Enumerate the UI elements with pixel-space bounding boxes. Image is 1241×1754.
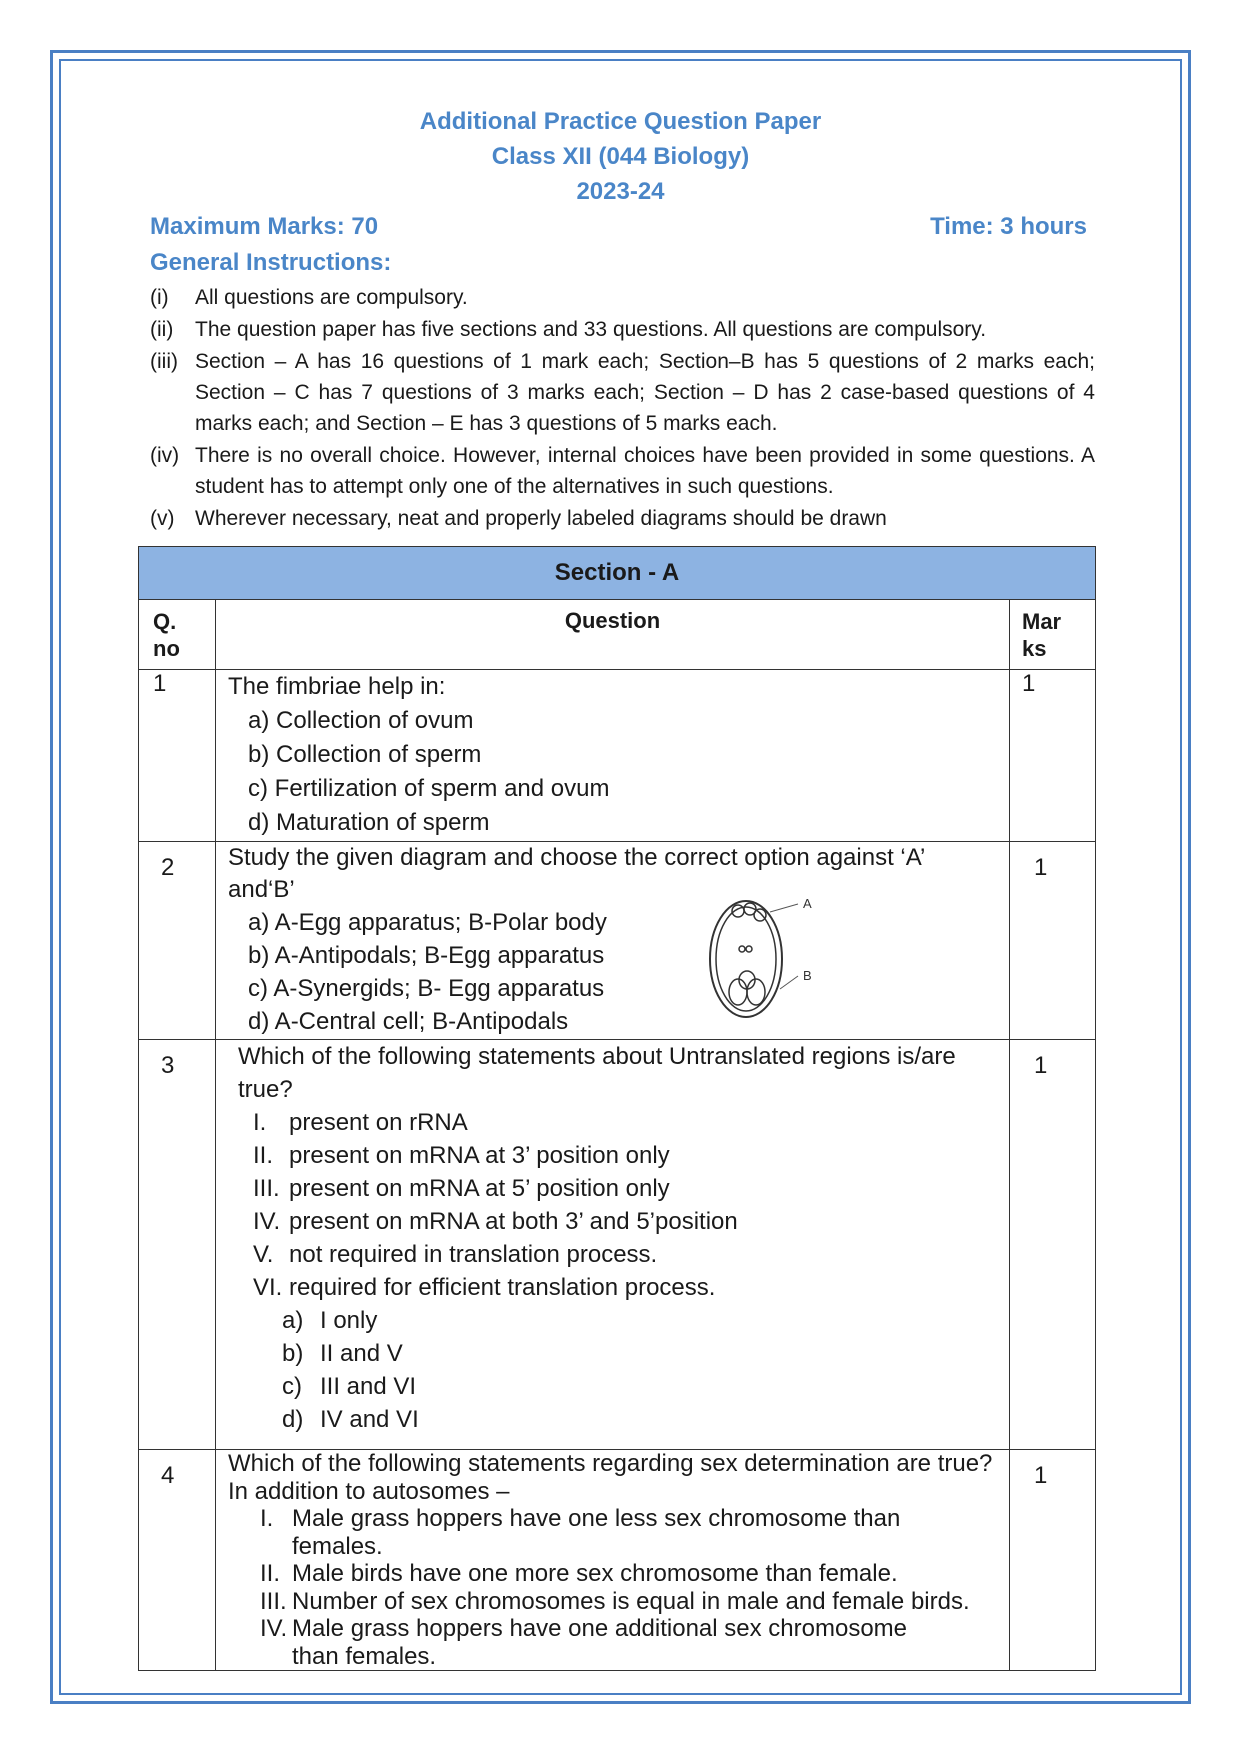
- instruction-number: (iii): [150, 350, 178, 373]
- question-cell: [216, 670, 1010, 842]
- question-stem: Which of the following statements regarding sex determination are true?: [228, 1450, 993, 1477]
- option: c) III and VI: [282, 1373, 417, 1400]
- question-stem: Which of the following statements about Untranslated regions is/are true?: [238, 1043, 956, 1103]
- instruction-item: [150, 282, 1095, 313]
- question-table: [138, 546, 1096, 1671]
- instruction-number: (i): [150, 286, 169, 309]
- question-stem: The fimbriae help in:: [228, 673, 446, 700]
- table-header-row: [139, 600, 1096, 670]
- col-header-question: Question: [216, 600, 1010, 670]
- statement-item: I. present on rRNA: [253, 1109, 468, 1136]
- instruction-item: [150, 314, 1095, 345]
- option: b) A-Antipodals; B-Egg apparatus: [248, 942, 605, 969]
- paper-title: Additional Practice Question Paper: [419, 108, 822, 135]
- instruction-number: (v): [150, 507, 175, 530]
- instruction-text: Wherever necessary, neat and properly labeled diagrams should be drawn: [195, 507, 887, 530]
- question-cell: [216, 1450, 1010, 1671]
- instruction-text: All questions are compulsory.: [195, 286, 468, 309]
- option: b) Collection of sperm: [248, 741, 482, 768]
- question-stem-continued: In addition to autosomes –: [228, 1477, 510, 1505]
- option: b) II and V: [282, 1340, 403, 1367]
- option: c) Fertilization of sperm and ovum: [248, 775, 610, 802]
- class-subject-title: Class XII (044 Biology): [491, 143, 750, 170]
- option: d) A-Central cell; B-Antipodals: [248, 1008, 569, 1035]
- option: a) A-Egg apparatus; B-Polar body: [248, 909, 607, 936]
- statement-item: VI. required for efficient translation process.: [253, 1274, 716, 1301]
- instruction-text: The question paper has five sections and 33 questions. All questions are compulsory.: [195, 318, 987, 341]
- table-row: [139, 1450, 1096, 1671]
- marks-value: 1: [1010, 1040, 1096, 1450]
- question-number: 4: [139, 1450, 216, 1671]
- diagram-label-a: A: [803, 896, 812, 911]
- instruction-number: (ii): [150, 318, 174, 341]
- col-header-qno: Q. no: [139, 600, 216, 670]
- instruction-text: There is no overall choice. However, internal choices have been provided in some questions. A student has to attempt only one of the alternatives in such questions.: [195, 444, 1095, 498]
- time-allowed: Time: 3 hours: [930, 213, 1087, 240]
- statement-item: III. Number of sex chromosomes is equal in male and female birds.: [260, 1587, 970, 1615]
- question-stem: Study the given diagram and choose the correct option against ‘A’ and‘B’: [228, 844, 925, 903]
- instruction-number: (iv): [150, 444, 180, 467]
- instruction-item: [150, 346, 1095, 439]
- statement-item: I. Male grass hoppers have one less sex chromosome than females.: [260, 1505, 901, 1560]
- question-number: 2: [139, 842, 216, 1040]
- section-title: Section - A: [554, 559, 680, 586]
- diagram-label-b: B: [803, 968, 812, 983]
- session-year: 2023-24: [576, 178, 665, 205]
- question-cell: [216, 1040, 1010, 1450]
- general-instructions-heading: General Instructions:: [150, 249, 392, 276]
- statement-item: III. present on mRNA at 5’ position only: [253, 1175, 670, 1202]
- statement-item: IV. present on mRNA at both 3’ and 5’position: [253, 1208, 738, 1235]
- option: a) Collection of ovum: [248, 707, 474, 734]
- table-row: [139, 842, 1096, 1040]
- table-row: [139, 1040, 1096, 1450]
- statement-item: IV. Male grass hoppers have one additional sex chromosome than females.: [260, 1615, 908, 1670]
- question-cell: [216, 842, 1010, 1040]
- instruction-text: Section – A has 16 questions of 1 mark each; Section–B has 5 questions of 2 marks each; Section – C has 7 questions of 3 marks each; Section – D has 2 case-based questions of 4 marks each; and Section – E has 3 questions of 5 marks each.: [195, 350, 1095, 435]
- instruction-item: [150, 440, 1095, 502]
- question-number: 3: [139, 1040, 216, 1450]
- embryo-sac-diagram: [698, 894, 838, 1024]
- instruction-item: [150, 503, 1095, 534]
- col-header-marks: Mar ks: [1010, 600, 1096, 670]
- marks-value: 1: [1010, 670, 1096, 842]
- statement-item: V. not required in translation process.: [253, 1241, 658, 1268]
- question-number: 1: [139, 670, 216, 842]
- statement-item: II. Male birds have one more sex chromosome than female.: [260, 1560, 898, 1587]
- option: c) A-Synergids; B- Egg apparatus: [248, 975, 605, 1002]
- option: a) I only: [282, 1307, 378, 1334]
- section-header: [139, 547, 1096, 600]
- marks-value: 1: [1010, 1450, 1096, 1671]
- option: d) Maturation of sperm: [248, 809, 490, 836]
- statement-item: II. present on mRNA at 3’ position only: [253, 1142, 670, 1169]
- table-row: [139, 670, 1096, 842]
- marks-value: 1: [1010, 842, 1096, 1040]
- max-marks: Maximum Marks: 70: [150, 213, 379, 240]
- option: d) IV and VI: [282, 1406, 419, 1433]
